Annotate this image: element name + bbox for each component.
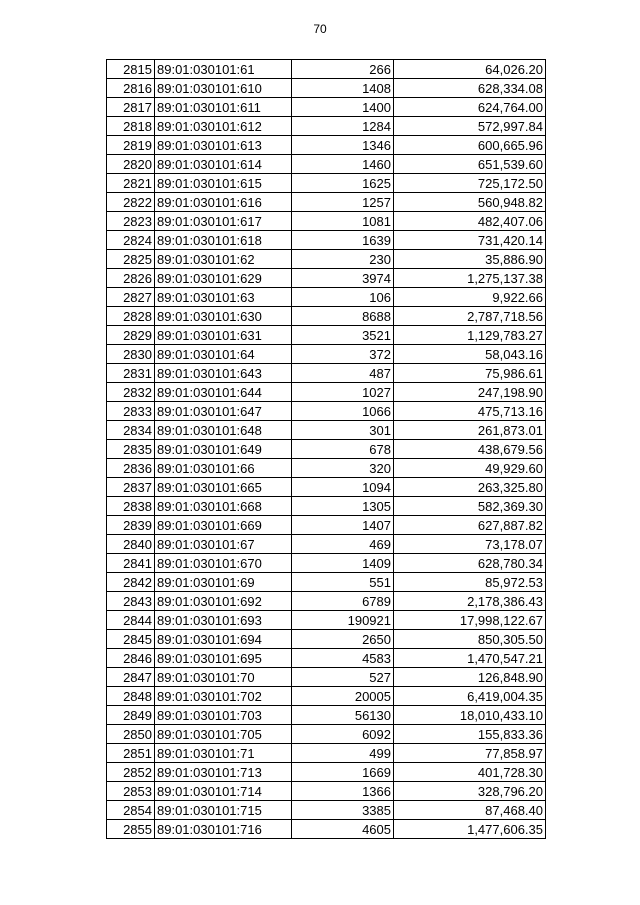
row-number-cell: 2815 (107, 60, 155, 79)
quantity-cell: 1409 (292, 554, 394, 573)
row-number-cell: 2845 (107, 630, 155, 649)
table-row (107, 155, 546, 174)
amount-cell: 401,728.30 (394, 763, 546, 782)
amount-cell: 725,172.50 (394, 174, 546, 193)
page-number: 70 (313, 22, 327, 36)
amount-cell: 600,665.96 (394, 136, 546, 155)
amount-cell: 49,929.60 (394, 459, 546, 478)
table-row (107, 288, 546, 307)
amount-cell: 560,948.82 (394, 193, 546, 212)
table-row (107, 136, 546, 155)
table-row (107, 592, 546, 611)
table-row (107, 307, 546, 326)
cadastral-id-cell: 89:01:030101:695 (155, 649, 292, 668)
quantity-cell: 190921 (292, 611, 394, 630)
row-number-cell: 2833 (107, 402, 155, 421)
amount-cell: 438,679.56 (394, 440, 546, 459)
quantity-cell: 8688 (292, 307, 394, 326)
row-number-cell: 2844 (107, 611, 155, 630)
amount-cell: 77,858.97 (394, 744, 546, 763)
registry-table (106, 59, 546, 839)
table-row (107, 516, 546, 535)
row-number-cell: 2829 (107, 326, 155, 345)
quantity-cell: 551 (292, 573, 394, 592)
amount-cell: 261,873.01 (394, 421, 546, 440)
quantity-cell: 1407 (292, 516, 394, 535)
amount-cell: 475,713.16 (394, 402, 546, 421)
table-row (107, 269, 546, 288)
cadastral-id-cell: 89:01:030101:615 (155, 174, 292, 193)
table-row (107, 706, 546, 725)
table-row (107, 459, 546, 478)
amount-cell: 64,026.20 (394, 60, 546, 79)
amount-cell: 1,477,606.35 (394, 820, 546, 839)
quantity-cell: 1094 (292, 478, 394, 497)
amount-cell: 582,369.30 (394, 497, 546, 516)
cadastral-id-cell: 89:01:030101:62 (155, 250, 292, 269)
table-row (107, 345, 546, 364)
quantity-cell: 1669 (292, 763, 394, 782)
row-number-cell: 2855 (107, 820, 155, 839)
row-number-cell: 2822 (107, 193, 155, 212)
quantity-cell: 469 (292, 535, 394, 554)
cadastral-id-cell: 89:01:030101:630 (155, 307, 292, 326)
cadastral-id-cell: 89:01:030101:668 (155, 497, 292, 516)
row-number-cell: 2820 (107, 155, 155, 174)
amount-cell: 651,539.60 (394, 155, 546, 174)
table-row (107, 801, 546, 820)
row-number-cell: 2853 (107, 782, 155, 801)
amount-cell: 18,010,433.10 (394, 706, 546, 725)
quantity-cell: 2650 (292, 630, 394, 649)
cadastral-id-cell: 89:01:030101:694 (155, 630, 292, 649)
cadastral-id-cell: 89:01:030101:67 (155, 535, 292, 554)
cadastral-id-cell: 89:01:030101:715 (155, 801, 292, 820)
quantity-cell: 1366 (292, 782, 394, 801)
quantity-cell: 1460 (292, 155, 394, 174)
table-row (107, 535, 546, 554)
quantity-cell: 266 (292, 60, 394, 79)
table-row (107, 231, 546, 250)
quantity-cell: 106 (292, 288, 394, 307)
amount-cell: 328,796.20 (394, 782, 546, 801)
table-row (107, 250, 546, 269)
table-row (107, 497, 546, 516)
table-row (107, 744, 546, 763)
quantity-cell: 4583 (292, 649, 394, 668)
cadastral-id-cell: 89:01:030101:665 (155, 478, 292, 497)
row-number-cell: 2832 (107, 383, 155, 402)
cadastral-id-cell: 89:01:030101:649 (155, 440, 292, 459)
quantity-cell: 1257 (292, 193, 394, 212)
quantity-cell: 3974 (292, 269, 394, 288)
row-number-cell: 2828 (107, 307, 155, 326)
row-number-cell: 2836 (107, 459, 155, 478)
quantity-cell: 1408 (292, 79, 394, 98)
table-row (107, 60, 546, 79)
quantity-cell: 1346 (292, 136, 394, 155)
amount-cell: 482,407.06 (394, 212, 546, 231)
quantity-cell: 320 (292, 459, 394, 478)
quantity-cell: 1284 (292, 117, 394, 136)
row-number-cell: 2840 (107, 535, 155, 554)
quantity-cell: 6092 (292, 725, 394, 744)
row-number-cell: 2825 (107, 250, 155, 269)
amount-cell: 126,848.90 (394, 668, 546, 687)
row-number-cell: 2834 (107, 421, 155, 440)
quantity-cell: 3385 (292, 801, 394, 820)
table-row (107, 326, 546, 345)
cadastral-id-cell: 89:01:030101:643 (155, 364, 292, 383)
amount-cell: 1,275,137.38 (394, 269, 546, 288)
table-row (107, 554, 546, 573)
amount-cell: 627,887.82 (394, 516, 546, 535)
amount-cell: 572,997.84 (394, 117, 546, 136)
row-number-cell: 2851 (107, 744, 155, 763)
cadastral-id-cell: 89:01:030101:713 (155, 763, 292, 782)
row-number-cell: 2831 (107, 364, 155, 383)
cadastral-id-cell: 89:01:030101:702 (155, 687, 292, 706)
amount-cell: 263,325.80 (394, 478, 546, 497)
quantity-cell: 1305 (292, 497, 394, 516)
row-number-cell: 2817 (107, 98, 155, 117)
row-number-cell: 2827 (107, 288, 155, 307)
row-number-cell: 2842 (107, 573, 155, 592)
amount-cell: 58,043.16 (394, 345, 546, 364)
quantity-cell: 56130 (292, 706, 394, 725)
table-row (107, 440, 546, 459)
table-row (107, 383, 546, 402)
amount-cell: 85,972.53 (394, 573, 546, 592)
row-number-cell: 2824 (107, 231, 155, 250)
amount-cell: 155,833.36 (394, 725, 546, 744)
amount-cell: 628,780.34 (394, 554, 546, 573)
amount-cell: 1,470,547.21 (394, 649, 546, 668)
table-row (107, 402, 546, 421)
table-row (107, 573, 546, 592)
cadastral-id-cell: 89:01:030101:71 (155, 744, 292, 763)
row-number-cell: 2835 (107, 440, 155, 459)
table-row (107, 421, 546, 440)
cadastral-id-cell: 89:01:030101:64 (155, 345, 292, 364)
amount-cell: 628,334.08 (394, 79, 546, 98)
amount-cell: 2,787,718.56 (394, 307, 546, 326)
quantity-cell: 1625 (292, 174, 394, 193)
row-number-cell: 2841 (107, 554, 155, 573)
quantity-cell: 3521 (292, 326, 394, 345)
table-row (107, 668, 546, 687)
quantity-cell: 527 (292, 668, 394, 687)
row-number-cell: 2849 (107, 706, 155, 725)
row-number-cell: 2830 (107, 345, 155, 364)
amount-cell: 6,419,004.35 (394, 687, 546, 706)
registry-table-body (107, 60, 546, 839)
row-number-cell: 2819 (107, 136, 155, 155)
amount-cell: 2,178,386.43 (394, 592, 546, 611)
table-row (107, 611, 546, 630)
row-number-cell: 2816 (107, 79, 155, 98)
amount-cell: 17,998,122.67 (394, 611, 546, 630)
table-row (107, 649, 546, 668)
cadastral-id-cell: 89:01:030101:610 (155, 79, 292, 98)
quantity-cell: 20005 (292, 687, 394, 706)
cadastral-id-cell: 89:01:030101:614 (155, 155, 292, 174)
table-row (107, 782, 546, 801)
row-number-cell: 2846 (107, 649, 155, 668)
row-number-cell: 2826 (107, 269, 155, 288)
quantity-cell: 1066 (292, 402, 394, 421)
table-row (107, 763, 546, 782)
cadastral-id-cell: 89:01:030101:714 (155, 782, 292, 801)
table-row (107, 820, 546, 839)
cadastral-id-cell: 89:01:030101:692 (155, 592, 292, 611)
cadastral-id-cell: 89:01:030101:647 (155, 402, 292, 421)
row-number-cell: 2852 (107, 763, 155, 782)
cadastral-id-cell: 89:01:030101:617 (155, 212, 292, 231)
table-row (107, 79, 546, 98)
cadastral-id-cell: 89:01:030101:613 (155, 136, 292, 155)
amount-cell: 850,305.50 (394, 630, 546, 649)
cadastral-id-cell: 89:01:030101:669 (155, 516, 292, 535)
cadastral-id-cell: 89:01:030101:648 (155, 421, 292, 440)
cadastral-id-cell: 89:01:030101:703 (155, 706, 292, 725)
table-row (107, 117, 546, 136)
amount-cell: 731,420.14 (394, 231, 546, 250)
amount-cell: 87,468.40 (394, 801, 546, 820)
table-row (107, 193, 546, 212)
cadastral-id-cell: 89:01:030101:70 (155, 668, 292, 687)
cadastral-id-cell: 89:01:030101:61 (155, 60, 292, 79)
quantity-cell: 1639 (292, 231, 394, 250)
cadastral-id-cell: 89:01:030101:705 (155, 725, 292, 744)
amount-cell: 73,178.07 (394, 535, 546, 554)
quantity-cell: 372 (292, 345, 394, 364)
amount-cell: 624,764.00 (394, 98, 546, 117)
quantity-cell: 1081 (292, 212, 394, 231)
cadastral-id-cell: 89:01:030101:618 (155, 231, 292, 250)
row-number-cell: 2850 (107, 725, 155, 744)
table-row (107, 687, 546, 706)
table-row (107, 478, 546, 497)
quantity-cell: 487 (292, 364, 394, 383)
table-row (107, 174, 546, 193)
quantity-cell: 230 (292, 250, 394, 269)
quantity-cell: 4605 (292, 820, 394, 839)
amount-cell: 1,129,783.27 (394, 326, 546, 345)
quantity-cell: 499 (292, 744, 394, 763)
quantity-cell: 1400 (292, 98, 394, 117)
cadastral-id-cell: 89:01:030101:612 (155, 117, 292, 136)
amount-cell: 75,986.61 (394, 364, 546, 383)
row-number-cell: 2848 (107, 687, 155, 706)
cadastral-id-cell: 89:01:030101:611 (155, 98, 292, 117)
quantity-cell: 6789 (292, 592, 394, 611)
row-number-cell: 2818 (107, 117, 155, 136)
cadastral-id-cell: 89:01:030101:616 (155, 193, 292, 212)
table-row (107, 364, 546, 383)
cadastral-id-cell: 89:01:030101:670 (155, 554, 292, 573)
cadastral-id-cell: 89:01:030101:631 (155, 326, 292, 345)
amount-cell: 9,922.66 (394, 288, 546, 307)
quantity-cell: 678 (292, 440, 394, 459)
row-number-cell: 2843 (107, 592, 155, 611)
amount-cell: 247,198.90 (394, 383, 546, 402)
cadastral-id-cell: 89:01:030101:644 (155, 383, 292, 402)
cadastral-id-cell: 89:01:030101:66 (155, 459, 292, 478)
table-row (107, 725, 546, 744)
table-row (107, 212, 546, 231)
quantity-cell: 301 (292, 421, 394, 440)
row-number-cell: 2847 (107, 668, 155, 687)
cadastral-id-cell: 89:01:030101:693 (155, 611, 292, 630)
row-number-cell: 2823 (107, 212, 155, 231)
row-number-cell: 2854 (107, 801, 155, 820)
amount-cell: 35,886.90 (394, 250, 546, 269)
table-row (107, 630, 546, 649)
row-number-cell: 2821 (107, 174, 155, 193)
table-row (107, 98, 546, 117)
cadastral-id-cell: 89:01:030101:629 (155, 269, 292, 288)
row-number-cell: 2838 (107, 497, 155, 516)
quantity-cell: 1027 (292, 383, 394, 402)
row-number-cell: 2839 (107, 516, 155, 535)
row-number-cell: 2837 (107, 478, 155, 497)
cadastral-id-cell: 89:01:030101:63 (155, 288, 292, 307)
cadastral-id-cell: 89:01:030101:716 (155, 820, 292, 839)
cadastral-id-cell: 89:01:030101:69 (155, 573, 292, 592)
